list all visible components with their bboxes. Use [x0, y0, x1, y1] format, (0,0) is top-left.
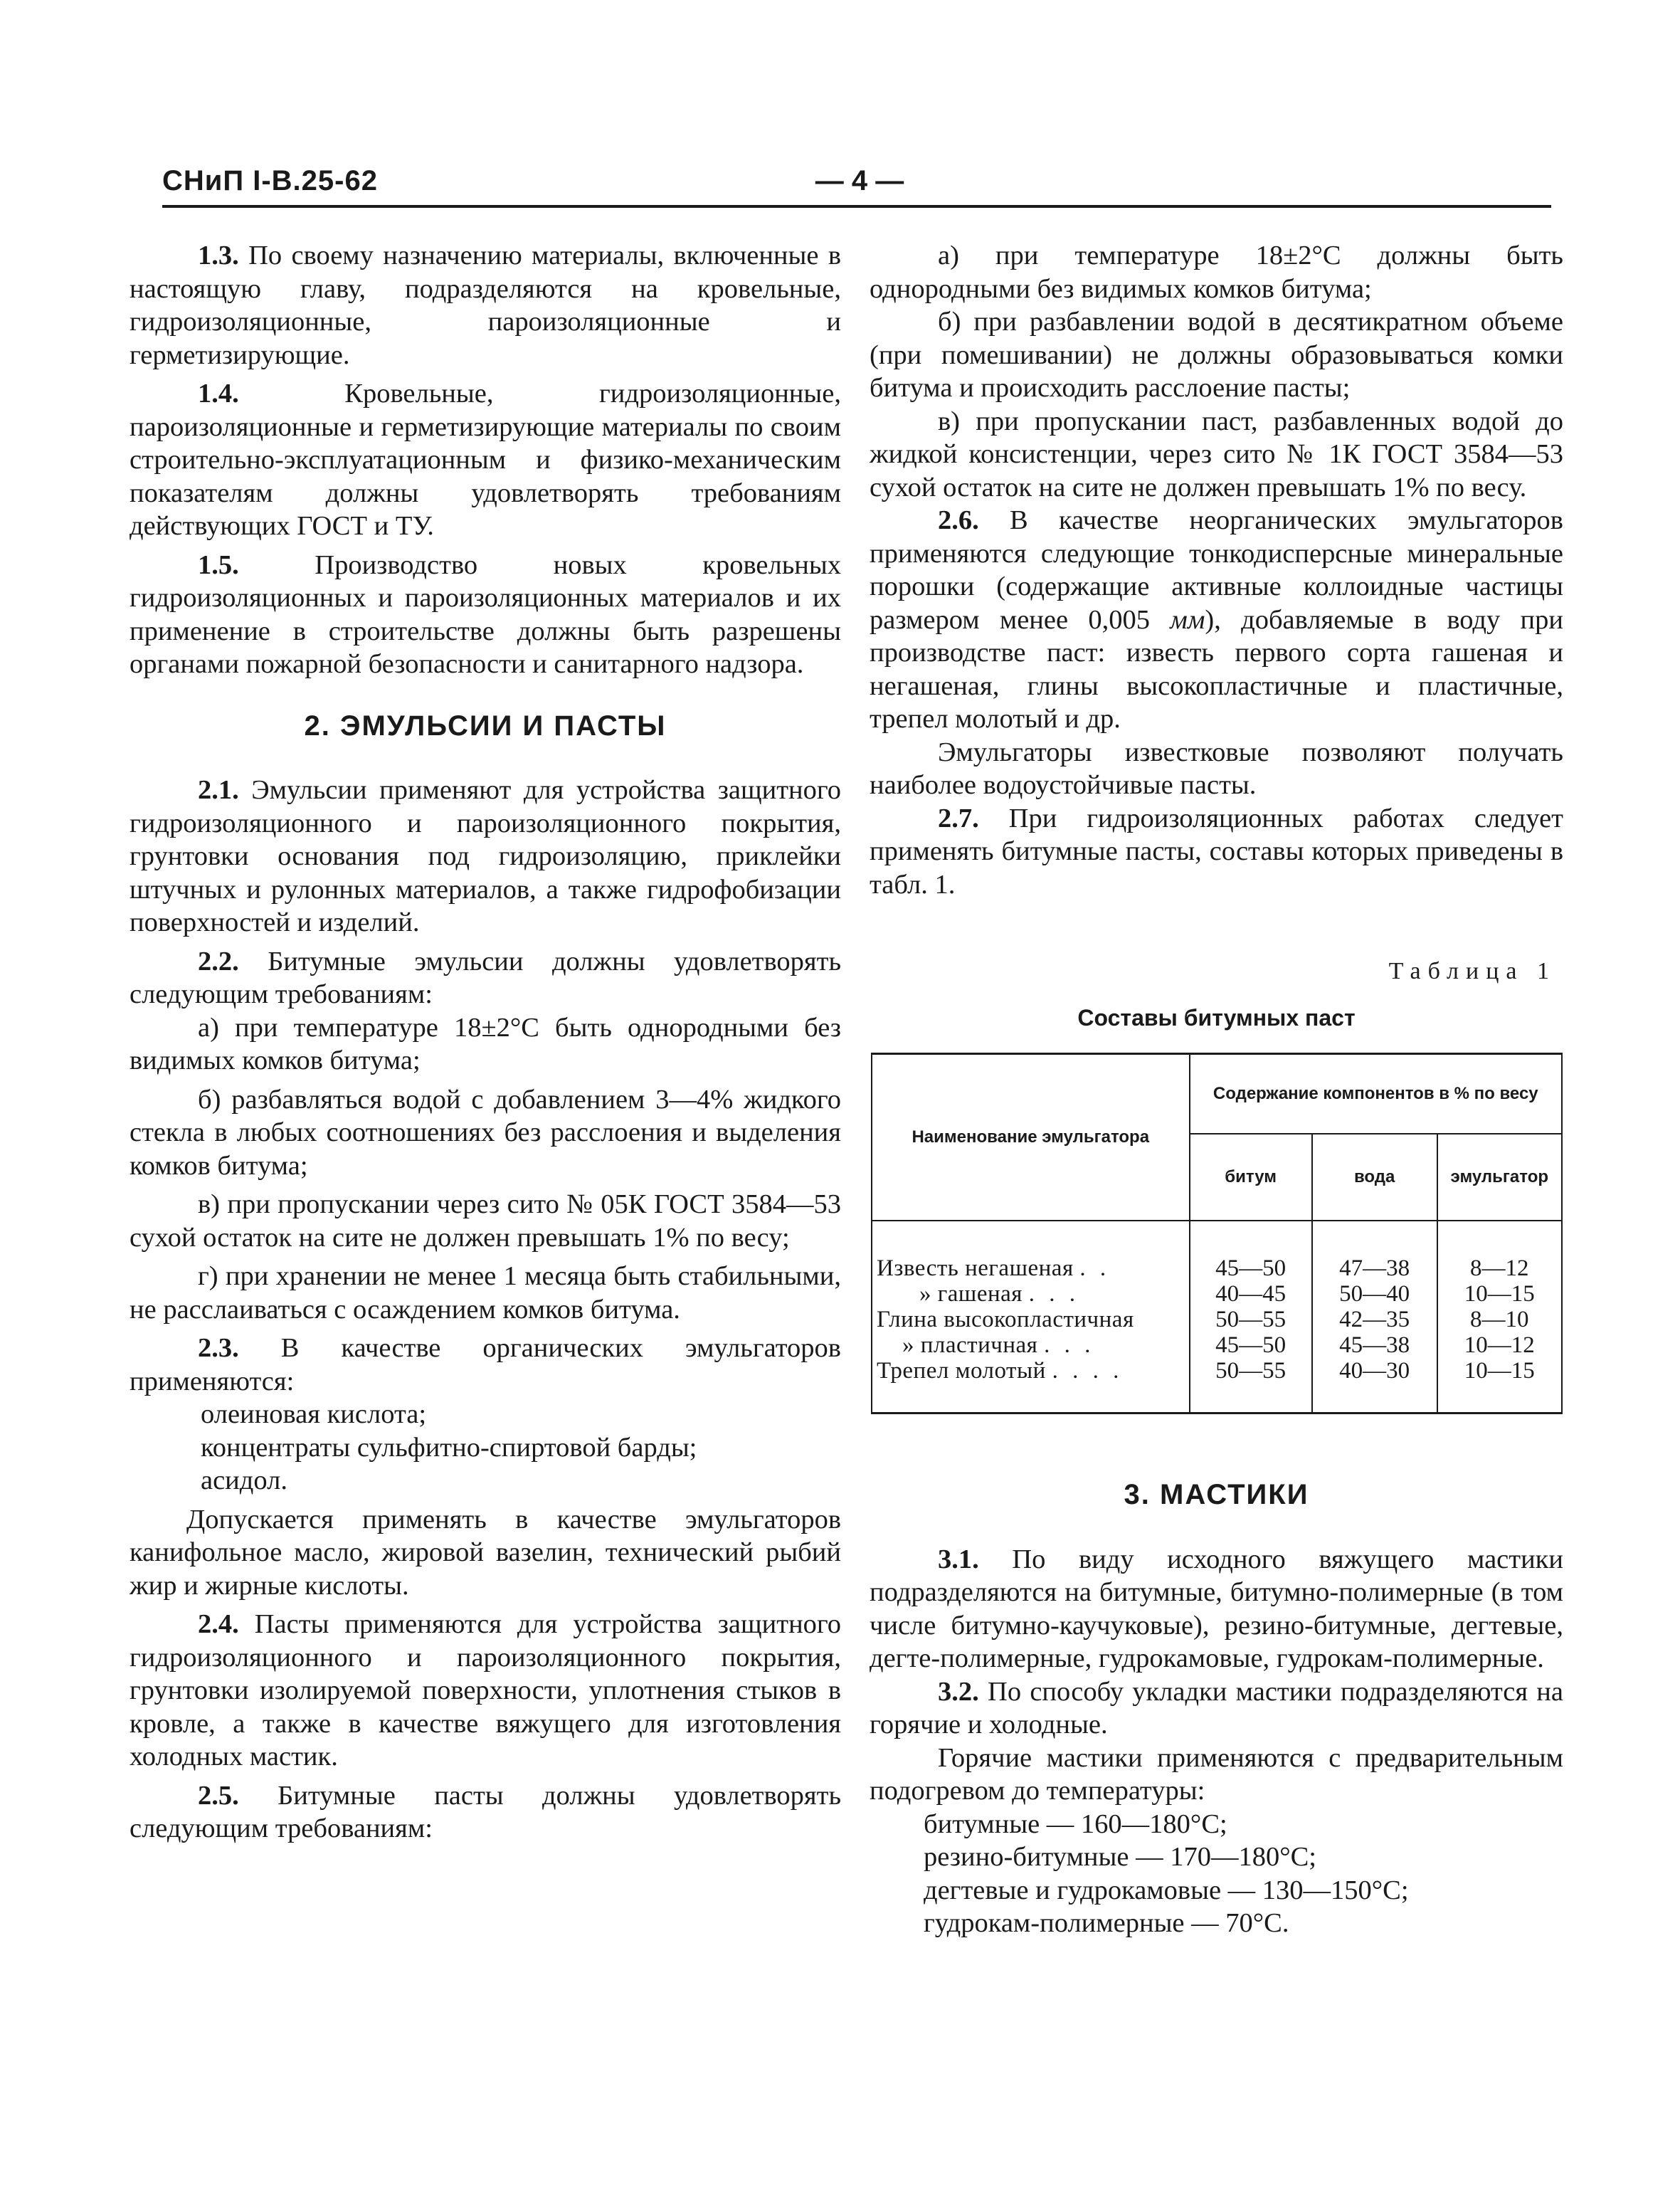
- column-header-name: Наименование эмульгатора: [872, 1054, 1190, 1221]
- clause-number: 2.4.: [198, 1609, 239, 1639]
- emulsifier-name: » гашеная . . .: [872, 1281, 1190, 1307]
- clause-number: 2.2.: [198, 946, 239, 976]
- paragraph-text: При гидроизоляционных работах следует применять битумные пасты, составы которых приведены в табл. 1.: [870, 803, 1563, 900]
- paragraph-2-6-extra: Эмульгаторы известковые позволяют получать наиболее водоустойчивые пасты.: [870, 737, 1563, 800]
- bitumen-value: 50—55: [1190, 1358, 1312, 1413]
- emulsifier-value: 10—15: [1437, 1358, 1562, 1413]
- column-header-emulsifier: эмульгатор: [1437, 1134, 1562, 1221]
- paragraph-3-1: [870, 1543, 1563, 1675]
- emulsifier-list-item: асидол.: [201, 1465, 287, 1495]
- bitumen-value: 45—50: [1190, 1221, 1312, 1281]
- clause-number: 1.3.: [198, 241, 239, 270]
- table-title: Составы битумных паст: [1077, 1004, 1356, 1031]
- paragraph-text: По своему назначению материалы, включенные в настоящую главу, подразделяются на кровельные, гидроизоляционные, пароизоляционные и герметизирующие.: [130, 241, 841, 370]
- water-value: 45—38: [1312, 1332, 1437, 1358]
- paragraph-text: Пасты применяются для устройства защитного гидроизоляционного и пароизоляционного покрытия, грунтовки изолируемой поверхности, уплотнения стыков в кровле, а также в качестве вяжущего для изготовления холодных мастик.: [130, 1609, 842, 1771]
- paragraph-text: В качестве органических эмульгаторов применяются:: [130, 1333, 841, 1396]
- paragraph-1-5: [130, 549, 841, 681]
- emulsifier-value: 10—12: [1437, 1332, 1562, 1358]
- paragraph-text: Производство новых кровельных гидроизоляционных и пароизоляционных материалов и их применение в строительстве должны быть разрешены органами пожарной безопасности и санитарного надзора.: [130, 549, 842, 679]
- clause-number: 2.1.: [198, 775, 239, 805]
- bitumen-value: 40—45: [1190, 1281, 1312, 1307]
- paragraph-2-3: [130, 1332, 841, 1398]
- paragraph-2-6: [870, 504, 1563, 736]
- bitumen-value: 50—55: [1190, 1307, 1312, 1332]
- page-header: [162, 165, 1551, 208]
- paste-requirement-b: б) при разбавлении водой в десятикратном объеме (при помешивании) не должны образовываться комки битума и происходить расслоение пасты;: [870, 307, 1563, 403]
- paragraph-1-3: [130, 239, 841, 372]
- emulsifier-list-item: олеиновая кислота;: [201, 1399, 427, 1429]
- page-number: — 4 —: [815, 165, 904, 196]
- table-row: [872, 1221, 1562, 1281]
- paragraph-text: В качестве неорганических эмульгаторов применяются следующие тонкодисперсные минеральные порошки (содержащие активные коллоидные частицы размером менее 0,005: [870, 505, 1563, 635]
- paragraph-2-4: [130, 1608, 841, 1774]
- paragraph-text: По способу укладки мастики подразделяются на горячие и холодные.: [870, 1676, 1563, 1739]
- emulsifier-list-item: концентраты сульфитно-спиртовой барды;: [201, 1432, 697, 1463]
- clause-number: 2.7.: [938, 803, 979, 833]
- column-header-water: вода: [1312, 1134, 1437, 1221]
- bitumen-paste-table: [871, 1053, 1563, 1414]
- right-column: [870, 239, 1563, 1940]
- emulsifier-value: 8—12: [1437, 1221, 1562, 1281]
- left-column: [130, 239, 841, 1846]
- water-value: 47—38: [1312, 1221, 1437, 1281]
- table-row: [872, 1332, 1562, 1358]
- table-label: Таблица 1: [1388, 958, 1556, 984]
- emulsifier-value: 10—15: [1437, 1281, 1562, 1307]
- paragraph-2-2: [130, 945, 841, 1011]
- emulsifier-name: » пластичная . . .: [872, 1332, 1190, 1358]
- paragraph-1-4: [130, 377, 841, 543]
- water-value: 42—35: [1312, 1307, 1437, 1332]
- clause-number: 1.4.: [198, 379, 239, 409]
- paragraph-text: Битумные эмульсии должны удовлетворять следующим требованиям:: [130, 946, 841, 1009]
- column-header-content: Содержание компонентов в % по весу: [1190, 1054, 1562, 1134]
- paste-requirement-c: в) при пропускании паст, разбавленных водой до жидкой консистенции, через сито № 1К ГОСТ 3584—53 сухой остаток на сите не должен превышать 1% по весу.: [870, 406, 1563, 502]
- paragraph-2-1: [130, 774, 841, 939]
- paragraph-3-2: [870, 1675, 1563, 1742]
- paragraph-2-5: [130, 1779, 841, 1846]
- temperature-list-item: гудрокам-полимерные — 70°С.: [924, 1908, 1289, 1938]
- requirement-d: г) при хранении не менее 1 месяца быть стабильными, не расслаиваться с осаждением комков битума.: [130, 1261, 841, 1325]
- section-heading-2: 2. ЭМУЛЬСИИ И ПАСТЫ: [304, 710, 667, 742]
- table-row: [872, 1358, 1562, 1413]
- temperature-list-item: резино-битумные — 170—180°С;: [924, 1842, 1316, 1872]
- clause-number: 2.5.: [198, 1780, 239, 1811]
- table-row: [872, 1307, 1562, 1332]
- section-heading-3: 3. МАСТИКИ: [1124, 1479, 1309, 1510]
- water-value: 50—40: [1312, 1281, 1437, 1307]
- document-code: СНиП I-В.25-62: [162, 165, 378, 196]
- table-row: [872, 1281, 1562, 1307]
- requirement-a: а) при температуре 18±2°С быть однородными без видимых комков битума;: [130, 1012, 841, 1075]
- emulsifier-name: Известь негашеная . .: [872, 1221, 1190, 1281]
- water-value: 40—30: [1312, 1358, 1437, 1413]
- paragraph-text: Эмульсии применяют для устройства защитного гидроизоляционного и пароизоляционного покрытия, грунтовки основания под гидроизоляцию, приклейки штучных и рулонных материалов, а также гидрофобизации поверхностей и изделий.: [130, 775, 841, 937]
- paragraph-text: По виду исходного вяжущего мастики подразделяются на битумные, битумно-полимерные (в том числе битумно-каучуковые), резино-битумные, дегтевые, дегте-полимерные, гудрокамовые, гудрокам-полимерные.: [870, 1544, 1563, 1673]
- temperature-list-item: битумные — 160—180°С;: [924, 1808, 1227, 1839]
- paste-requirement-a: а) при температуре 18±2°С должны быть однородными без видимых комков битума;: [870, 241, 1563, 304]
- emulsifier-name: Трепел молотый . . . .: [872, 1358, 1190, 1413]
- clause-number: 2.3.: [198, 1333, 239, 1363]
- paragraph-3-2-extra: Горячие мастики применяются с предварительным подогревом до температуры:: [870, 1742, 1563, 1806]
- clause-number: 3.1.: [938, 1544, 979, 1574]
- unit-mm: мм: [1170, 604, 1205, 635]
- paragraph-2-7: [870, 802, 1563, 902]
- column-header-bitumen: битум: [1190, 1134, 1312, 1221]
- requirement-c: в) при пропускании через сито № 05К ГОСТ 3584—53 сухой остаток на сите не должен превышать 1% по весу;: [130, 1189, 841, 1253]
- temperature-list-item: дегтевые и гудрокамовые — 130—150°С;: [924, 1875, 1409, 1905]
- bitumen-value: 45—50: [1190, 1332, 1312, 1358]
- clause-number: 2.6.: [938, 505, 979, 535]
- paragraph-2-3-extra: Допускается применять в качестве эмульгаторов канифольное масло, жировой вазелин, технический рыбий жир и жирные кислоты.: [130, 1504, 841, 1601]
- emulsifier-name: Глина высокопластичная: [872, 1307, 1190, 1332]
- emulsifier-value: 8—10: [1437, 1307, 1562, 1332]
- paragraph-text: Битумные пасты должны удовлетворять следующим требованиям:: [130, 1780, 841, 1843]
- paragraph-text: ), добавляемые в воду при производстве паст: известь первого сорта гашеная и негашеная, глины высокопластичные и пластичные, трепел молотый и др.: [870, 604, 1563, 734]
- clause-number: 3.2.: [938, 1676, 979, 1707]
- paragraph-text: Кровельные, гидроизоляционные, пароизоляционные и герметизирующие материалы по своим строительно-эксплуатационным и физико-механическим показателям должны удовлетворять требованиям действующих ГОСТ и ТУ.: [130, 379, 841, 541]
- requirement-b: б) разбавляться водой с добавлением 3—4% жидкого стекла в любых соотношениях без расслоения и выделения комков битума;: [130, 1084, 841, 1181]
- clause-number: 1.5.: [198, 549, 239, 580]
